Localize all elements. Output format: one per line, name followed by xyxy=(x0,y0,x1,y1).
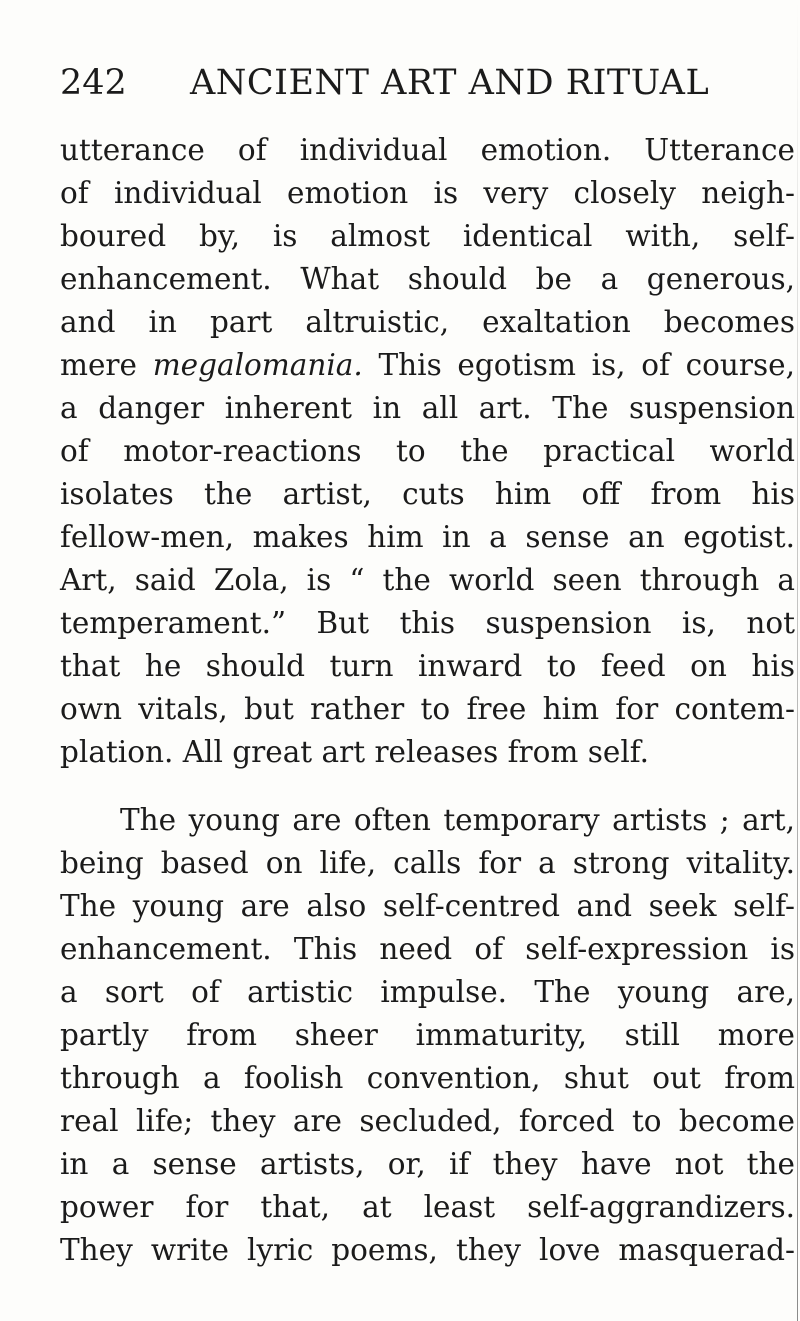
text-span: mere xyxy=(60,348,153,382)
text-line xyxy=(60,345,795,385)
text-line: own vitals, but rather to free him for contem- xyxy=(60,692,795,726)
text-line: The young are also self-centred and seek self- xyxy=(60,889,795,923)
page-edge-shadow xyxy=(797,0,798,1321)
text-line: isolates the artist, cuts him off from his xyxy=(60,477,795,511)
text-line: through a foolish convention, shut out from xyxy=(60,1061,795,1095)
text-line: temperament.” But this suspension is, not xyxy=(60,606,795,640)
text-line: They write lyric poems, they love masquerad- xyxy=(60,1233,795,1267)
text-span: This egotism is, of course, xyxy=(362,348,795,382)
text-line: plation. All great art releases from self. xyxy=(60,735,650,769)
page-header xyxy=(60,58,736,108)
text-line: boured by, is almost identical with, self- xyxy=(60,219,795,253)
text-line: partly from sheer immaturity, still more xyxy=(60,1018,795,1052)
text-line: a sort of artistic impulse. The young are, xyxy=(60,975,795,1009)
text-line: of motor-reactions to the practical world xyxy=(60,434,795,468)
running-title: ANCIENT ART AND RITUAL xyxy=(190,63,710,103)
text-line: enhancement. This need of self-expression is xyxy=(60,932,795,966)
text-line: and in part altruistic, exaltation becomes xyxy=(60,305,795,339)
text-line: a danger inherent in all art. The suspension xyxy=(60,391,795,425)
page-number: 242 xyxy=(60,63,127,103)
italic-term: megalomania. xyxy=(152,348,363,382)
text-line: fellow-men, makes him in a sense an egotist. xyxy=(60,520,795,554)
text-line: power for that, at least self-aggrandizers. xyxy=(60,1190,795,1224)
text-line: real life; they are secluded, forced to become xyxy=(60,1104,795,1138)
text-line: enhancement. What should be a generous, xyxy=(60,262,795,296)
text-line: that he should turn inward to feed on his xyxy=(60,649,795,683)
text-line: in a sense artists, or, if they have not the xyxy=(60,1147,795,1181)
text-line: utterance of individual emotion. Utterance xyxy=(60,133,795,167)
text-line: being based on life, calls for a strong vitality. xyxy=(60,846,795,880)
text-line: Art, said Zola, is “ the world seen through a xyxy=(60,563,795,597)
text-line: of individual emotion is very closely neigh- xyxy=(60,176,795,210)
text-line: The young are often temporary artists ; art, xyxy=(120,803,795,837)
